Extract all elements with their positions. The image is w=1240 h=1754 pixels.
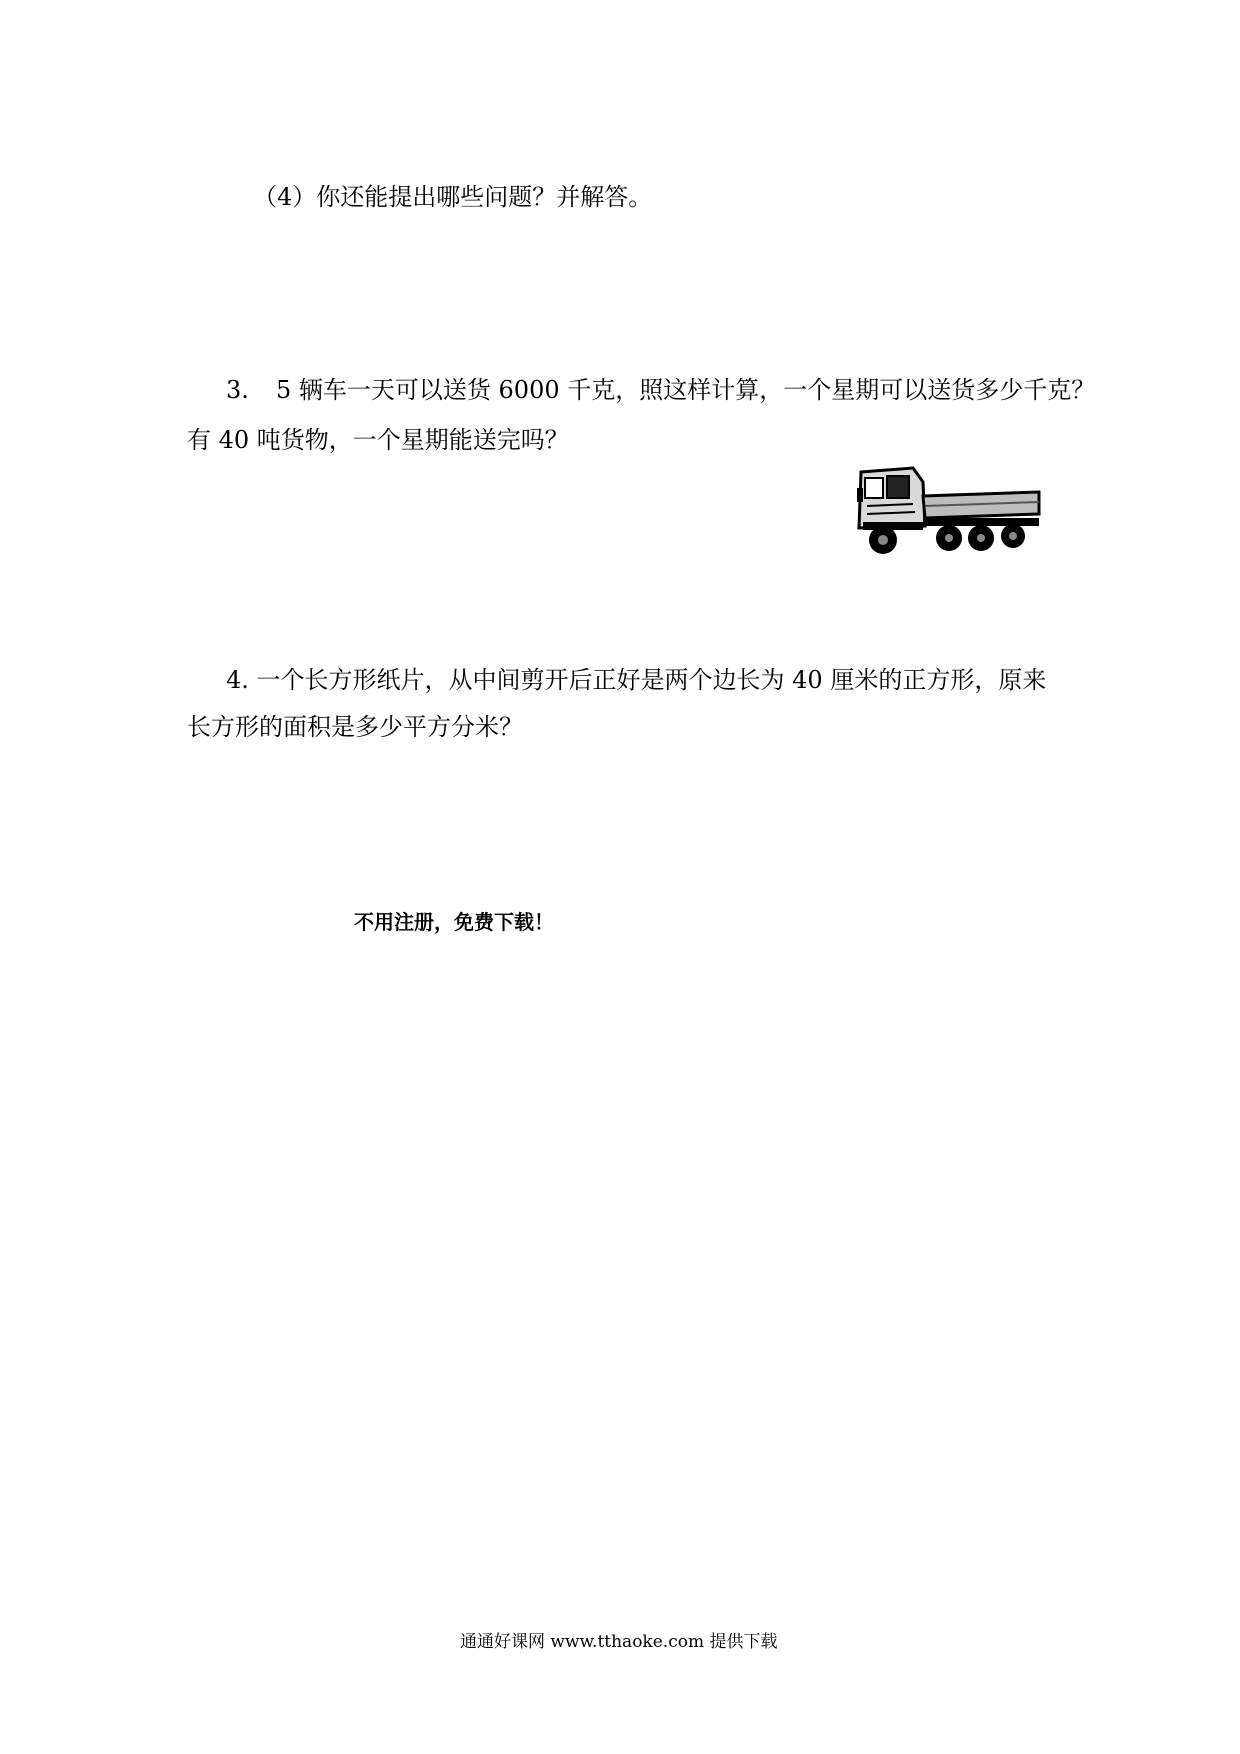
question-3-line-1 (226, 375, 1095, 405)
truck-icon (853, 462, 1043, 562)
question-4-line-1: 4. 一个长方形纸片，从中间剪开后正好是两个边长为 40 厘米的正方形，原来 (226, 666, 1047, 694)
question-4-subpart: （4）你还能提出哪些问题？并解答。 (253, 183, 653, 211)
page-footer: 通通好课网 www.tthaoke.com 提供下载 (460, 1632, 778, 1652)
question-3-line-2: 有 40 吨货物，一个星期能送完吗？ (187, 426, 569, 454)
question-4-line-2: 长方形的面积是多少平方分米？ (187, 713, 523, 741)
question-3-text: 5 辆车一天可以送货 6000 千克，照这样计算，一个星期可以送货多少千克？ (276, 376, 1096, 404)
question-3-number: 3. (226, 376, 249, 404)
promo-text: 不用注册，免费下载！ (354, 910, 554, 934)
